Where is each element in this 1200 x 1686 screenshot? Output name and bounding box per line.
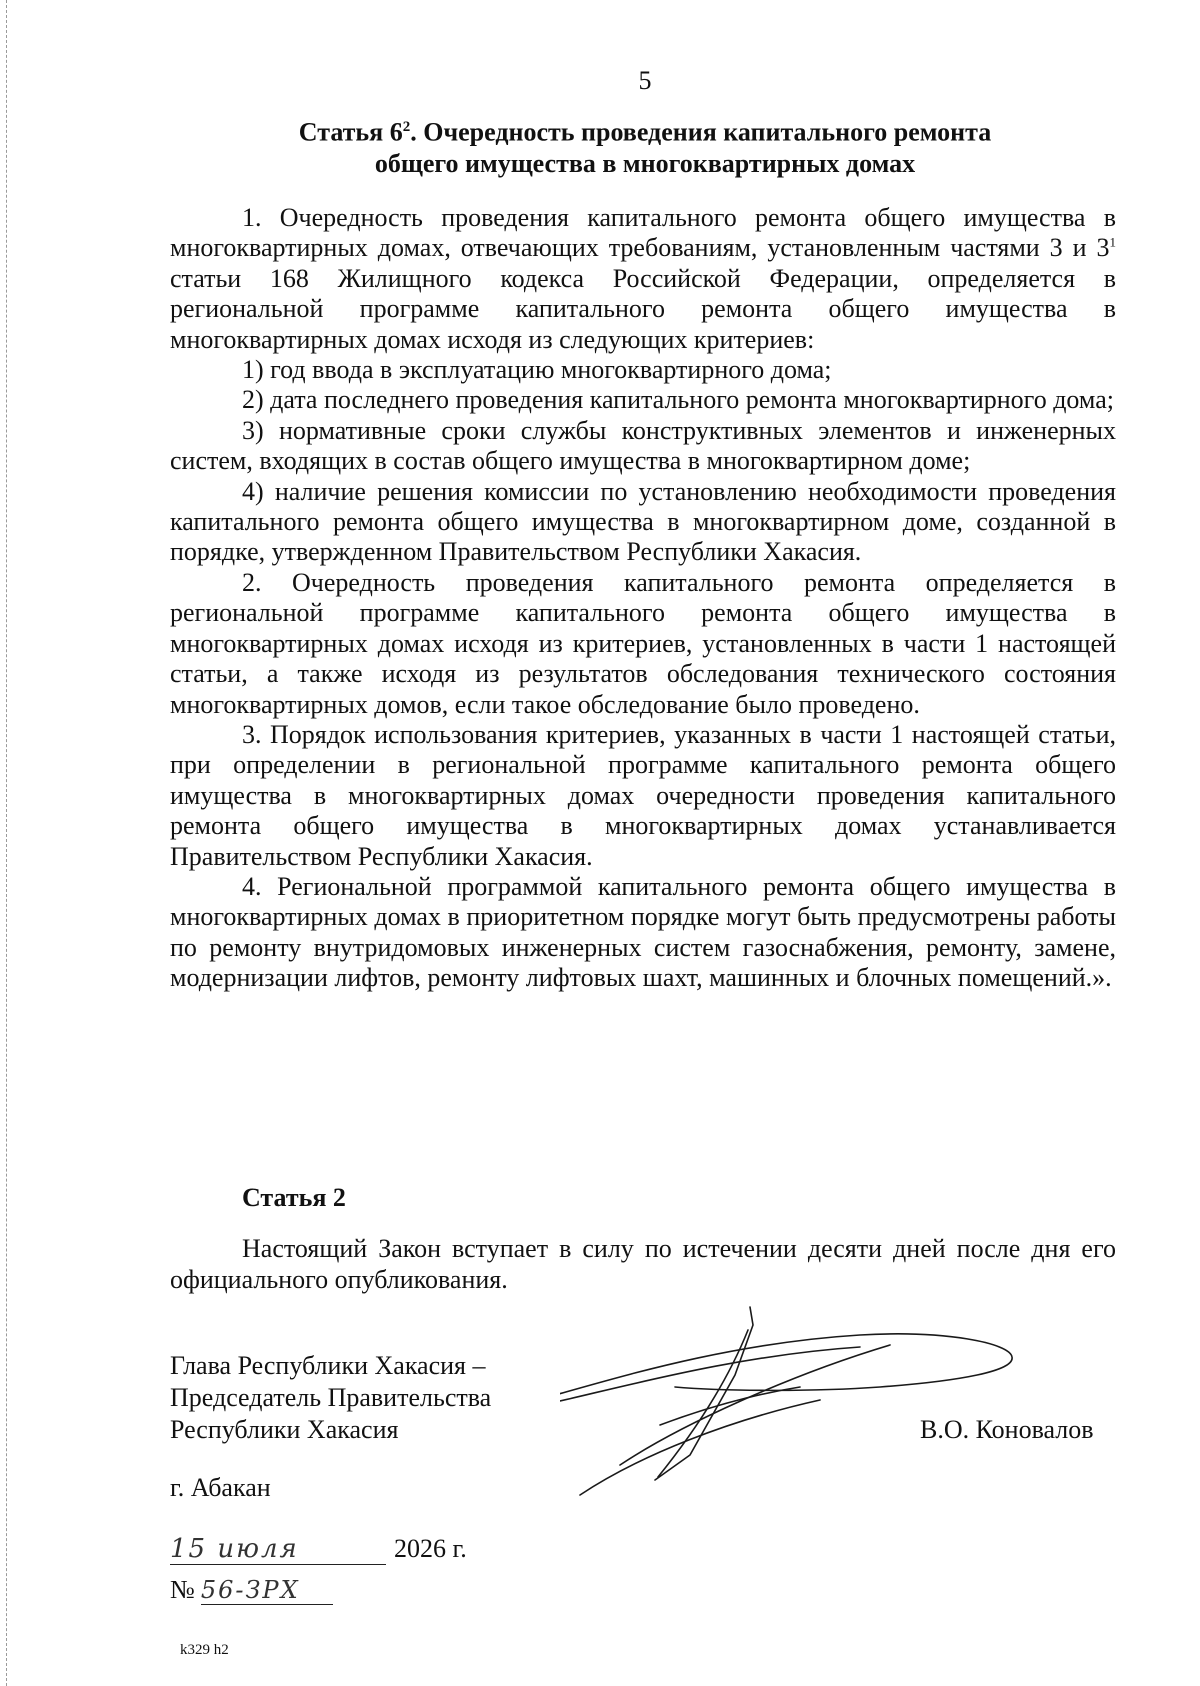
number-symbol: № [170, 1575, 195, 1604]
criterion-2: 2) дата последнего проведения капитального ремонта многоквартирного дома; [242, 385, 1114, 415]
signer-title-line-3: Республики Хакасия [170, 1415, 399, 1444]
article-heading-prefix: Статья 6 [298, 117, 403, 147]
part-4-paragraph: 4. Региональной программой капитального ремонта общего имущества в многоквартирных домах в приоритетном порядке могут быть предусмотрены работы по ремонту внутридомовых инженерных систем газоснабжения, ремонту, замене, модернизации лифтов, ремонту лифтовых шахт, машинных и блочных помещений.». [170, 871, 1116, 993]
article-heading-superscript: 2 [402, 119, 411, 135]
criterion-3: 3) нормативные сроки службы конструктивных элементов и инженерных систем, входящих в состав общего имущества в многоквартирном доме; [170, 415, 1116, 476]
place-of-signing: г. Абакан [170, 1473, 271, 1502]
date-year: 2026 г. [394, 1534, 467, 1563]
article-heading [170, 112, 1120, 179]
part-2-paragraph: 2. Очередность проведения капитального ремонта определяется в региональной программе капитального ремонта общего имущества в многоквартирных домах исходя из критериев, установленных в части 1 настоящей статьи, а также исходя из результатов обследования технического состояния многоквартирных домов, если такое обследование было проведено. [170, 567, 1116, 719]
handwritten-number: 56-ЗРХ [201, 1576, 333, 1605]
signer-title [170, 1350, 491, 1446]
part-1-text-b: статьи 168 Жилищного кодекса Российской Федерации, определяется в региональной программе капитального ремонта общего имущества в многоквартирных домах исходя из следующих критериев: [170, 263, 1116, 354]
scan-edge-line [6, 0, 7, 1686]
part-1-text-a: 1. Очередность проведения капитального ремонта общего имущества в многоквартирных домах, отвечающих требованиям, установленным частями 3 и 3 [170, 203, 1116, 263]
article-body [170, 203, 1116, 994]
article-heading-line1: . Очередность проведения капитального ремонта [410, 117, 992, 147]
handwritten-signature [560, 1305, 1030, 1505]
part-3-paragraph: 3. Порядок использования критериев, указанных в части 1 настоящей статьи, при определении в региональной программе капитального ремонта общего имущества в многоквартирных домах очередности проведения капитального ремонта общего имущества в многоквартирных домах устанавливается Правительством Республики Хакасия. [170, 719, 1116, 871]
criterion-1: 1) год ввода в эксплуатацию многоквартирного дома; [242, 355, 832, 385]
page-number: 5 [638, 66, 652, 95]
signing-date [170, 1534, 467, 1565]
signer-title-line-1: Глава Республики Хакасия – [170, 1351, 486, 1380]
article-heading-line2: общего имущества в многоквартирных домах [374, 148, 916, 178]
criterion-4: 4) наличие решения комиссии по установлению необходимости проведения капитального ремонта общего имущества в многоквартирном доме, созданной в порядке, утвержденном Правительством Республики Хакасия. [170, 476, 1116, 567]
document-code: k329 h2 [180, 1642, 229, 1658]
article-2-heading: Статья 2 [242, 1183, 346, 1212]
part-1-paragraph [170, 203, 1116, 355]
signer-name: В.О. Коновалов [920, 1415, 1094, 1444]
handwritten-date: 15 июля [170, 1534, 386, 1565]
article-2-text: Настоящий Закон вступает в силу по истечении десяти дней после дня его официального опубликования. [170, 1234, 1116, 1294]
law-number [170, 1575, 333, 1605]
signer-title-line-2: Председатель Правительства [170, 1383, 492, 1412]
part-1-superscript: 1 [1109, 234, 1116, 250]
